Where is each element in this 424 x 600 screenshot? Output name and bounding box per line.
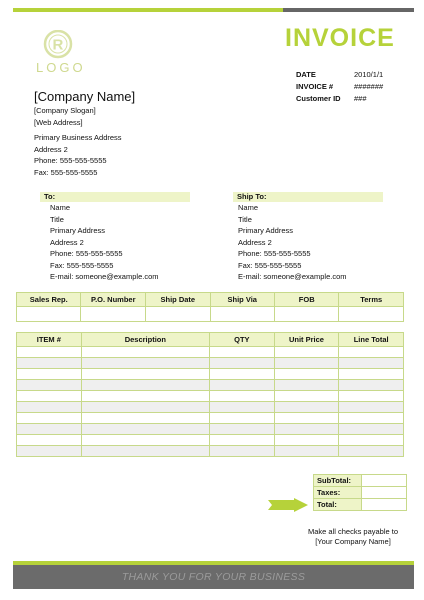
ship-to-line[interactable]: Address 2 (238, 237, 272, 247)
table-cell[interactable] (339, 358, 404, 369)
column-header: Sales Rep. (17, 293, 81, 307)
table-cell[interactable] (274, 413, 339, 424)
table-cell[interactable] (17, 380, 82, 391)
table-cell[interactable] (339, 446, 404, 457)
meta-label: DATE (296, 70, 316, 79)
ship-to-line[interactable]: Fax: 555-555-5555 (238, 260, 302, 270)
table-cell[interactable] (274, 391, 339, 402)
meta-row-date (296, 70, 404, 82)
payable-company[interactable]: [Your Company Name] (315, 537, 391, 546)
table-row (17, 347, 404, 358)
table-cell[interactable] (210, 402, 275, 413)
table-cell[interactable] (81, 347, 209, 358)
bill-to-block (40, 192, 190, 283)
totals-table (313, 474, 407, 511)
ship-to-line[interactable]: Phone: 555-555-5555 (238, 249, 311, 258)
table-cell[interactable] (339, 380, 404, 391)
table-row (17, 391, 404, 402)
taxes-value[interactable] (362, 487, 407, 499)
subtotal-value[interactable] (362, 475, 407, 487)
address-line[interactable]: Phone: 555-555-5555 (34, 156, 107, 165)
invoice-meta (296, 70, 404, 106)
ship-to-line[interactable]: Primary Address (238, 226, 294, 235)
table-header-row (17, 293, 404, 307)
table-cell[interactable] (81, 358, 209, 369)
table-cell[interactable] (17, 369, 82, 380)
column-header: Ship Via (210, 293, 274, 307)
table-cell[interactable] (339, 413, 404, 424)
table-row (17, 446, 404, 457)
payable-line: Make all checks payable to (307, 527, 399, 536)
table-cell[interactable] (274, 347, 339, 358)
subtotal-label: SubTotal: (314, 475, 362, 487)
table-row (17, 413, 404, 424)
column-header: ITEM # (17, 333, 82, 347)
column-header: P.O. Number (81, 293, 146, 307)
top-dark-bar (283, 8, 414, 12)
table-cell[interactable] (17, 347, 82, 358)
table-cell[interactable] (17, 358, 82, 369)
table-cell[interactable] (81, 446, 209, 457)
taxes-row (314, 487, 407, 499)
table-cell[interactable] (210, 391, 275, 402)
table-cell[interactable] (17, 413, 82, 424)
arrow-right-icon (268, 498, 308, 512)
total-value[interactable] (362, 499, 407, 511)
meta-row-invoice-number (296, 82, 404, 94)
table-cell[interactable] (17, 391, 82, 402)
shipping-info-table (16, 292, 404, 322)
meta-label: Customer ID (296, 94, 341, 103)
subtotal-row (314, 475, 407, 487)
table-row (17, 358, 404, 369)
table-cell[interactable] (274, 435, 339, 446)
ship-to-line[interactable]: Name (238, 203, 259, 212)
table-row (17, 435, 404, 446)
bill-to-line[interactable]: E-mail: someone@example.com (50, 272, 159, 281)
footer-thank-you: THANK YOU FOR YOUR BUSINESS (13, 565, 414, 589)
column-header: Unit Price (274, 333, 339, 347)
ship-to-block (233, 192, 383, 283)
bill-to-line[interactable]: Primary Address (50, 226, 106, 235)
table-cell[interactable] (81, 402, 209, 413)
table-cell[interactable] (274, 369, 339, 380)
table-cell[interactable] (210, 424, 275, 435)
table-cell[interactable] (17, 435, 82, 446)
table-cell[interactable] (274, 358, 339, 369)
table-cell[interactable] (17, 424, 82, 435)
table-header-row (17, 333, 404, 347)
column-header: Ship Date (146, 293, 210, 307)
ship-to-heading: Ship To: (233, 192, 383, 202)
table-cell[interactable] (17, 446, 82, 457)
table-cell[interactable] (274, 380, 339, 391)
bill-to-line[interactable]: Name (50, 203, 71, 212)
table-cell[interactable] (81, 413, 209, 424)
table-cell[interactable] (210, 446, 275, 457)
column-header: Terms (339, 293, 404, 307)
meta-label: INVOICE # (296, 82, 334, 91)
table-cell[interactable] (339, 435, 404, 446)
bill-to-line[interactable]: Fax: 555-555-5555 (50, 260, 114, 270)
table-cell[interactable] (339, 424, 404, 435)
table-row (17, 380, 404, 391)
table-cell[interactable] (339, 391, 404, 402)
table-cell[interactable] (339, 402, 404, 413)
invoice-title: INVOICE (285, 24, 395, 52)
table-cell[interactable] (210, 358, 275, 369)
column-header: Description (81, 333, 209, 347)
table-cell[interactable] (146, 307, 210, 322)
table-row (17, 402, 404, 413)
table-cell[interactable] (210, 380, 275, 391)
meta-value[interactable]: 2010/1/1 (354, 70, 384, 79)
table-cell[interactable] (339, 347, 404, 358)
meta-row-customer-id (296, 94, 404, 106)
company-slogan[interactable]: [Company Slogan] (34, 106, 96, 115)
company-address (34, 133, 122, 179)
total-row (314, 499, 407, 511)
logo-text: LOGO (36, 60, 86, 75)
bill-to-line[interactable]: Phone: 555-555-5555 (50, 249, 123, 258)
table-cell[interactable] (274, 446, 339, 457)
bill-to-line[interactable]: Address 2 (50, 237, 84, 247)
table-cell[interactable] (81, 380, 209, 391)
taxes-label: Taxes: (314, 487, 362, 499)
table-cell[interactable] (81, 369, 209, 380)
table-cell[interactable] (17, 402, 82, 413)
table-cell[interactable] (210, 413, 275, 424)
company-name[interactable]: [Company Name] (34, 89, 136, 104)
table-cell[interactable] (274, 424, 339, 435)
line-items-table (16, 332, 404, 457)
column-header: FOB (274, 293, 338, 307)
bill-to-heading: To: (40, 192, 190, 202)
table-row (17, 424, 404, 435)
table-cell[interactable] (210, 369, 275, 380)
table-cell[interactable] (81, 424, 209, 435)
address-line[interactable]: Fax: 555-555-5555 (34, 167, 98, 177)
table-cell[interactable] (81, 307, 146, 322)
table-cell[interactable] (17, 307, 81, 322)
table-cell[interactable] (210, 347, 275, 358)
bill-to-line[interactable]: Title (50, 214, 64, 224)
column-header: QTY (210, 333, 275, 347)
total-label: Total: (314, 499, 362, 511)
table-cell[interactable] (339, 307, 404, 322)
table-cell[interactable] (81, 391, 209, 402)
table-row (17, 307, 404, 322)
ship-to-line[interactable]: Title (238, 214, 252, 224)
address-line[interactable]: Address 2 (34, 144, 68, 154)
table-cell[interactable] (210, 307, 274, 322)
svg-text:R: R (52, 36, 64, 54)
table-cell[interactable] (339, 369, 404, 380)
meta-value[interactable]: ####### (354, 82, 384, 91)
table-cell[interactable] (81, 435, 209, 446)
table-row (17, 369, 404, 380)
table-cell[interactable] (274, 307, 338, 322)
company-web-address[interactable]: [Web Address] (34, 118, 83, 127)
company-block (34, 89, 135, 128)
payable-note (300, 527, 406, 547)
table-cell[interactable] (274, 402, 339, 413)
meta-value[interactable]: ### (354, 94, 367, 103)
top-accent-bar (13, 8, 283, 12)
table-cell[interactable] (210, 435, 275, 446)
ship-to-line[interactable]: E-mail: someone@example.com (238, 272, 347, 281)
column-header: Line Total (339, 333, 404, 347)
address-line[interactable]: Primary Business Address (34, 133, 122, 142)
